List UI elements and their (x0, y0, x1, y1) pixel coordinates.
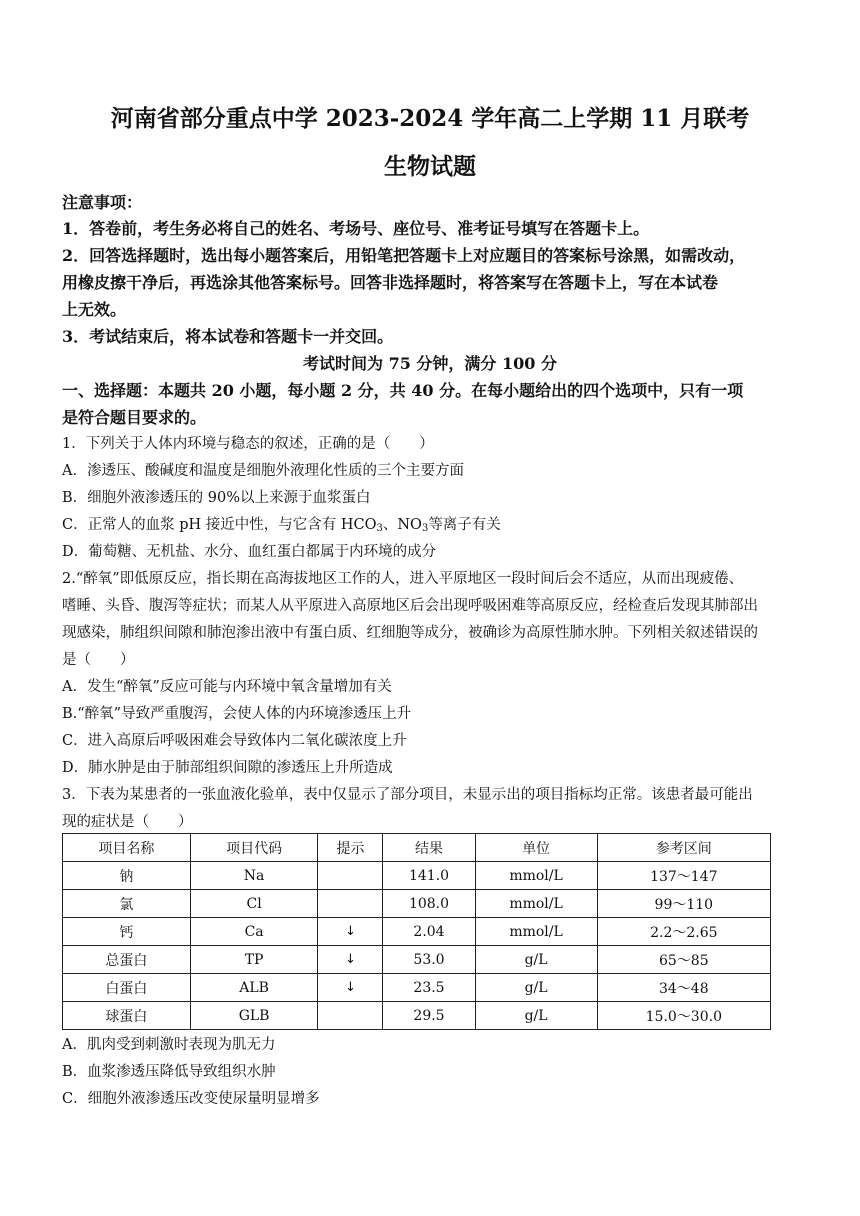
table-cell: Cl (190, 890, 318, 918)
notice-heading: 注意事项： (62, 193, 143, 212)
q1-option-a: A．渗透压、酸碱度和温度是细胞外液理化性质的三个主要方面 (62, 463, 464, 479)
table-header-cell: 项目代码 (190, 834, 318, 862)
table-header-cell: 提示 (318, 834, 383, 862)
table-cell: 34～48 (597, 974, 770, 1002)
table-cell: 总蛋白 (63, 946, 191, 974)
q3-option-a: A．肌肉受到刺激时表现为肌无力 (62, 1037, 276, 1053)
table-cell: Ca (190, 918, 318, 946)
q1-option-b: B．细胞外液渗透压的 90%以上来源于血浆蛋白 (62, 490, 371, 506)
table-cell: g/L (475, 1002, 597, 1030)
table-row (63, 974, 771, 1002)
down-arrow-icon: ↓ (318, 946, 383, 974)
notice-item-2-line-2: 用橡皮擦干净后，再选涂其他答案标号。回答非选择题时，将答案写在答题卡上，写在本试卷 (62, 273, 719, 292)
blood-test-table (62, 833, 771, 1030)
table-cell: 氯 (63, 890, 191, 918)
notice-item-2-line-1: 2．回答选择题时，选出每小题答案后，用铅笔把答题卡上对应题目的答案标号涂黑，如需改动， (62, 246, 746, 265)
q1-option-c-part-2: 、NO (382, 517, 422, 533)
section-1-heading-line-2: 是符合题目要求的。 (62, 408, 207, 427)
table-row (63, 862, 771, 890)
q3-option-c: C．细胞外液渗透压改变使尿量明显增多 (62, 1091, 320, 1107)
table-cell: 白蛋白 (63, 974, 191, 1002)
q2-option-d: D．肺水肿是由于肺部组织间隙的渗透压上升所造成 (62, 760, 393, 776)
table-cell: 钙 (63, 918, 191, 946)
table-cell: g/L (475, 946, 597, 974)
q2-option-c: C．进入高原后呼吸困难会导致体内二氧化碳浓度上升 (62, 733, 407, 749)
table-cell: mmol/L (475, 918, 597, 946)
table-cell: 29.5 (383, 1002, 475, 1030)
q2-option-a: A．发生“醉氧”反应可能与内环境中氧含量增加有关 (62, 679, 392, 695)
table-cell: 65～85 (597, 946, 770, 974)
table-cell: 钠 (63, 862, 191, 890)
table-cell: 2.04 (383, 918, 475, 946)
table-cell: Na (190, 862, 318, 890)
exam-title: 河南省部分重点中学 2023-2024 学年高二上学期 11 月联考 (110, 105, 750, 132)
table-cell (318, 1002, 383, 1030)
q3-stem-line-2: 现的症状是（ ） (62, 814, 193, 830)
notice-item-2-line-3: 上无效。 (62, 300, 127, 319)
table-cell: GLB (190, 1002, 318, 1030)
table-row (63, 890, 771, 918)
table-row (63, 918, 771, 946)
q2-stem-line-4: 是（ ） (62, 652, 135, 668)
table-header-cell: 参考区间 (597, 834, 770, 862)
q1-option-c-sub-2: 3 (421, 523, 429, 534)
table-cell: 15.0～30.0 (597, 1002, 770, 1030)
table-cell (318, 890, 383, 918)
table-cell: 2.2～2.65 (597, 918, 770, 946)
q2-stem-line-2: 嗜睡、头昏、腹泻等症状；而某人从平原进入高原地区后会出现呼吸困难等高原反应，经检查后发现其肺部出 (62, 598, 758, 614)
q2-stem-line-3: 现感染，肺组织间隙和肺泡渗出液中有蛋白质、红细胞等成分，被确诊为高原性肺水肿。下列相关叙述错误的 (62, 625, 758, 641)
table-cell: 108.0 (383, 890, 475, 918)
q2-option-b: B.“醉氧”导致严重腹泻，会使人体的内环境渗透压上升 (62, 706, 412, 722)
q1-option-c-sub-1: 3 (376, 523, 383, 534)
q1-stem: 1．下列关于人体内环境与稳态的叙述，正确的是（ ） (62, 436, 434, 452)
table-cell: 球蛋白 (63, 1002, 191, 1030)
q2-stem-line-1: 2.“醉氧”即低原反应，指长期在高海拔地区工作的人，进入平原地区一段时间后会不适应，从而出现疲倦、 (62, 571, 744, 587)
notice-item-3: 3．考试结束后，将本试卷和答题卡一并交回。 (62, 327, 394, 346)
table-row (63, 946, 771, 974)
section-1-heading-line-1: 一、选择题：本题共 20 小题，每小题 2 分，共 40 分。在每小题给出的四个选项中，只有一项 (62, 381, 744, 400)
table-header-cell: 项目名称 (63, 834, 191, 862)
down-arrow-icon: ↓ (318, 974, 383, 1002)
q3-option-b: B．血浆渗透压降低导致组织水肿 (62, 1064, 276, 1080)
table-cell (318, 862, 383, 890)
table-header-cell: 单位 (475, 834, 597, 862)
q1-option-d: D．葡萄糖、无机盐、水分、血红蛋白都属于内环境的成分 (62, 544, 437, 560)
exam-time-info: 考试时间为 75 分钟，满分 100 分 (303, 354, 557, 373)
table-header-row (63, 834, 771, 862)
table-header-cell: 结果 (383, 834, 475, 862)
table-cell: 99～110 (597, 890, 770, 918)
q1-option-c-part-3: 等离子有关 (428, 517, 501, 533)
table-cell: 141.0 (383, 862, 475, 890)
table-cell: 137～147 (597, 862, 770, 890)
table-cell: mmol/L (475, 890, 597, 918)
notice-item-1: 1．答卷前，考生务必将自己的姓名、考场号、座位号、准考证号填写在答题卡上。 (62, 219, 650, 238)
table-cell: ALB (190, 974, 318, 1002)
table-row (63, 1002, 771, 1030)
table-cell: 23.5 (383, 974, 475, 1002)
table-cell: g/L (475, 974, 597, 1002)
q1-option-c-part-1: C．正常人的血浆 pH 接近中性，与它含有 HCO (62, 517, 377, 533)
q3-stem-line-1: 3．下表为某患者的一张血液化验单，表中仅显示了部分项目，未显示出的项目指标均正常。该患者最可能出 (62, 787, 753, 803)
table-cell: 53.0 (383, 946, 475, 974)
table-cell: mmol/L (475, 862, 597, 890)
q1-option-c (62, 513, 802, 534)
exam-subtitle: 生物试题 (384, 153, 476, 180)
table-cell: TP (190, 946, 318, 974)
down-arrow-icon: ↓ (318, 918, 383, 946)
